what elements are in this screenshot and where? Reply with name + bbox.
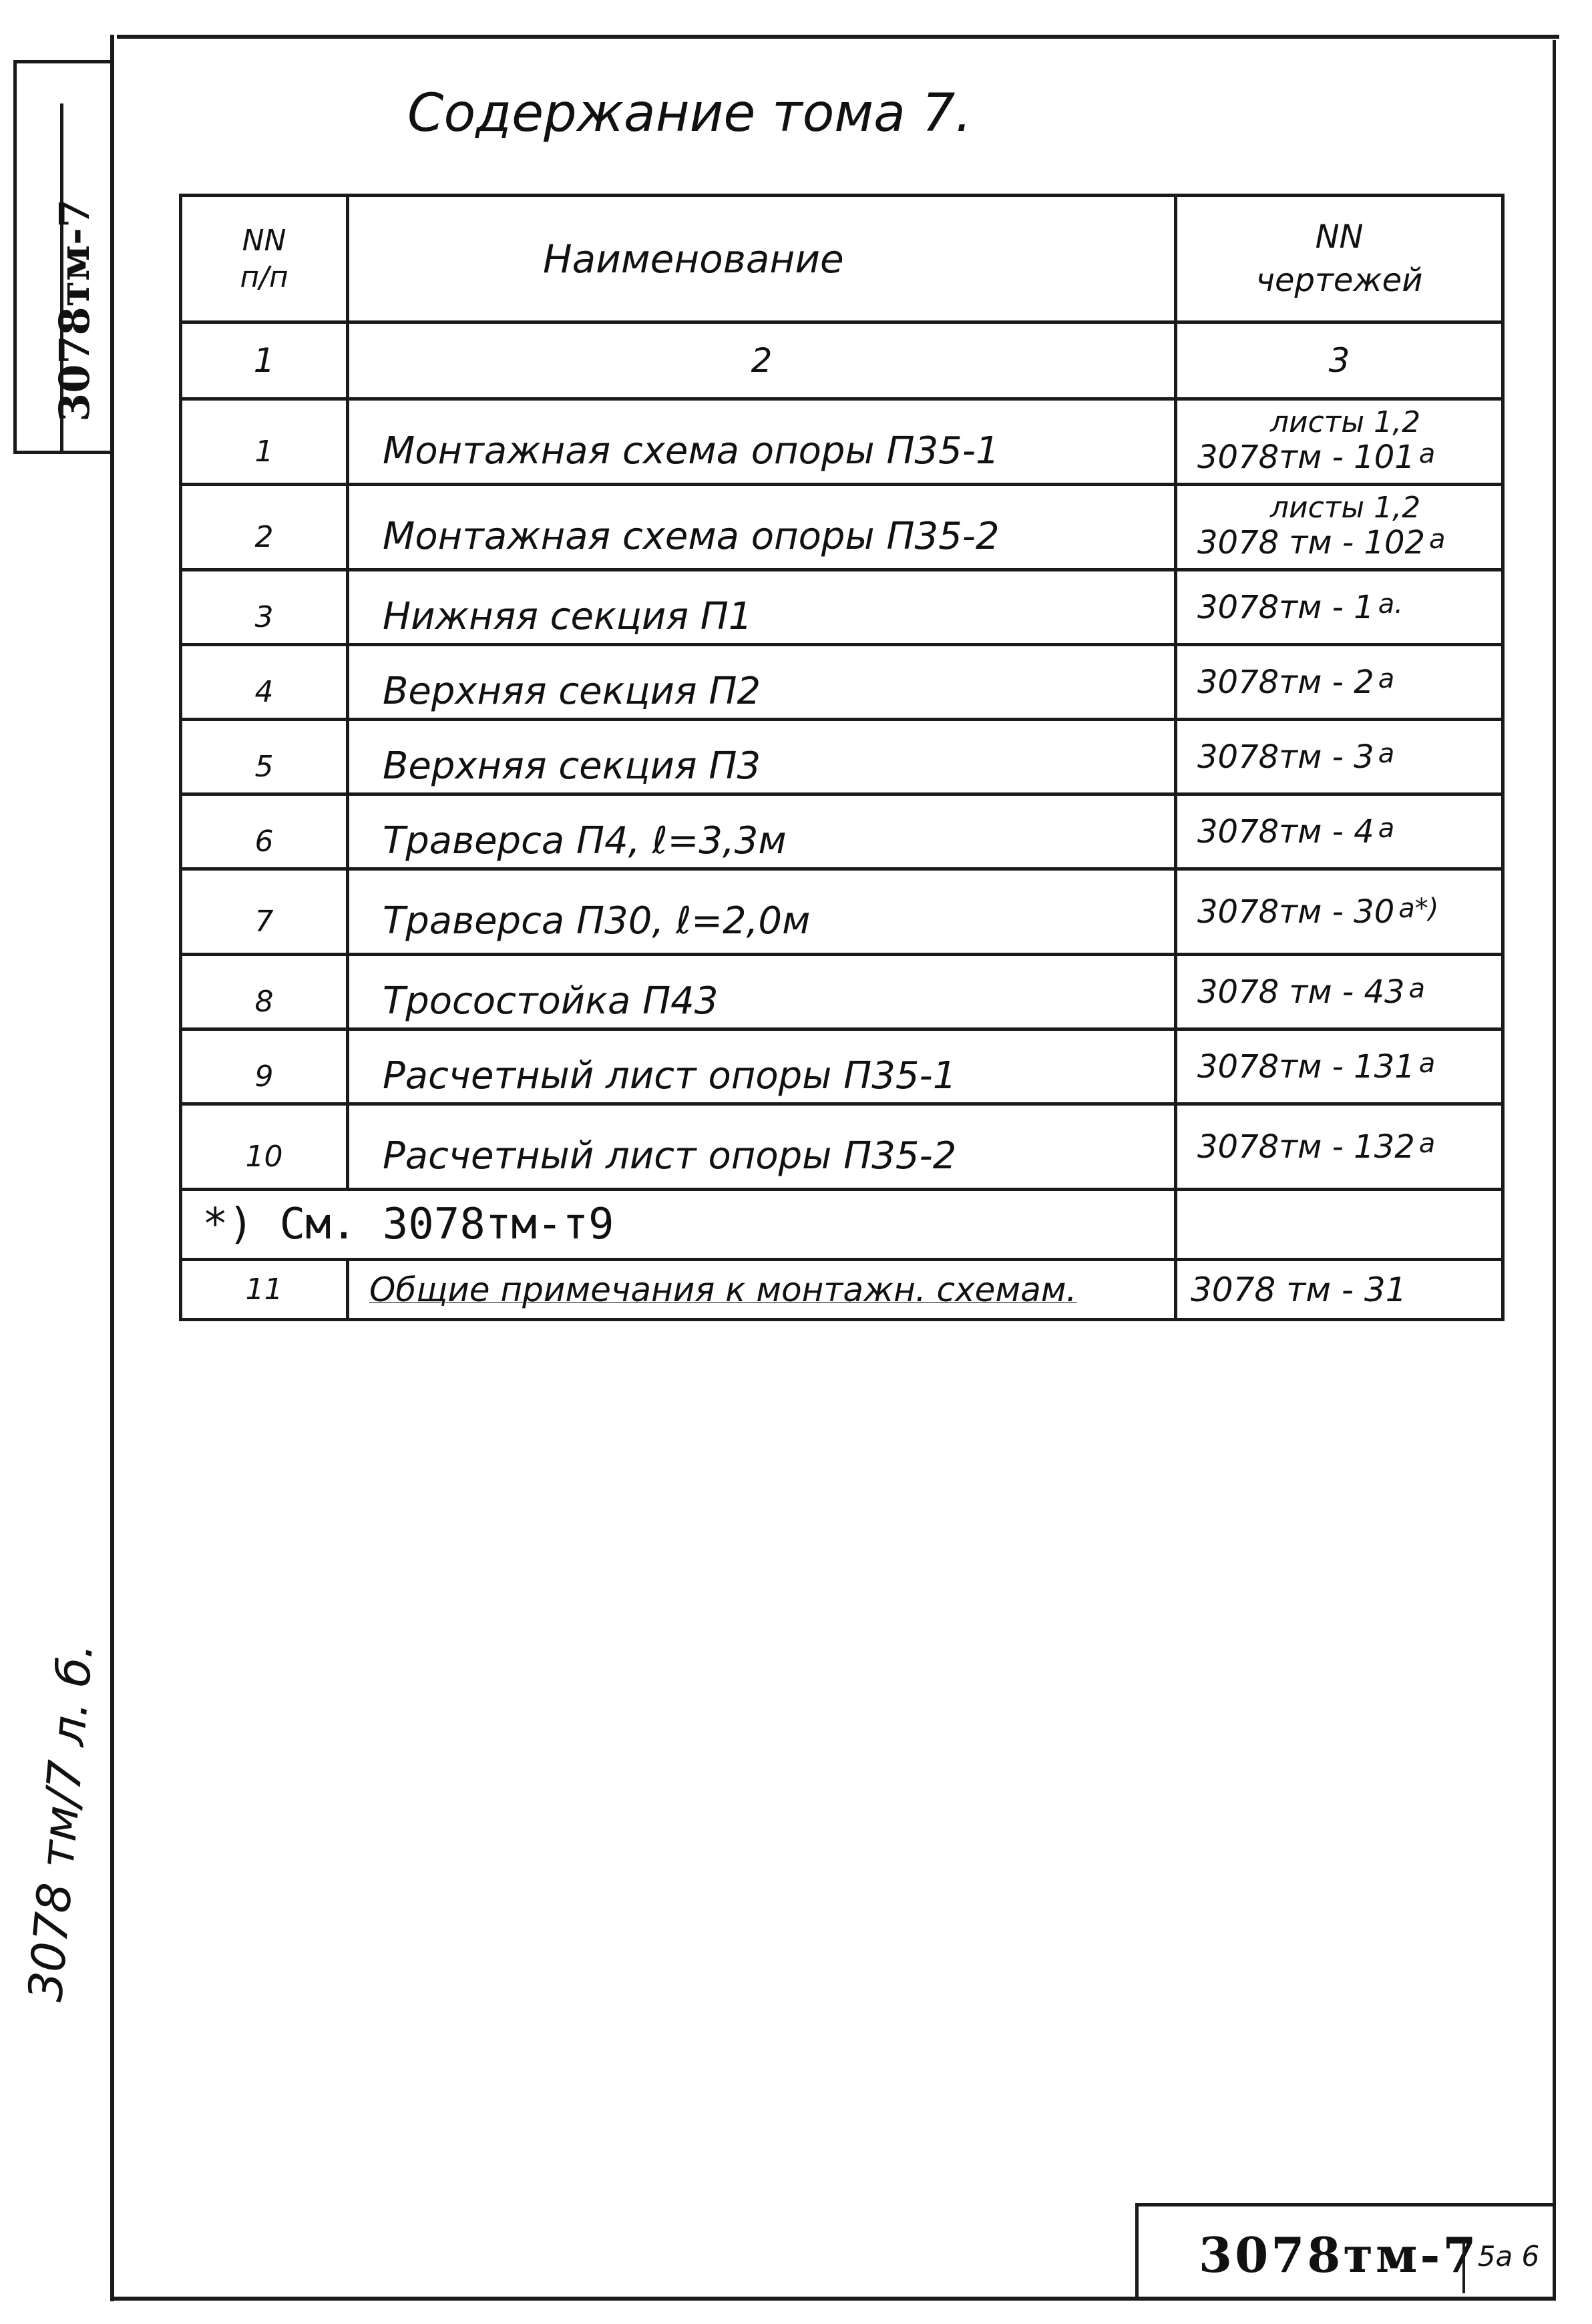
- row-drawing: 3078тм - 4: [1197, 812, 1374, 851]
- row-drawing: 3078 тм - 102: [1197, 523, 1426, 561]
- stamp-code: 3078тм-7: [1199, 2227, 1479, 2283]
- row-drawing-cell: [1176, 399, 1503, 485]
- table-row: [181, 399, 1503, 485]
- row-num: 2: [181, 485, 348, 570]
- footnote: *) См. 3078тм-т9: [181, 1190, 1176, 1260]
- row-num: 11: [181, 1260, 348, 1320]
- row-drawing: 3078тм - 1: [1197, 588, 1374, 626]
- row-drawing-cell: [1176, 485, 1503, 570]
- table-row: [181, 955, 1503, 1029]
- column-index-row: [181, 322, 1503, 399]
- row-drawing-suffix: а: [1418, 1128, 1436, 1159]
- row-drawing-suffix: а: [1429, 523, 1446, 555]
- table-row: [181, 485, 1503, 570]
- header-num: [181, 196, 348, 322]
- row-name: Тросостойка П43: [348, 955, 1176, 1029]
- row-num: 5: [181, 720, 348, 794]
- row-drawing: 3078тм - 131: [1197, 1048, 1415, 1086]
- row-num: 9: [181, 1029, 348, 1104]
- row-drawing: 3078тм - 101: [1197, 438, 1415, 476]
- row-drawing: 3078тм - 30: [1197, 893, 1395, 931]
- title-block-stamp: [1135, 2203, 1556, 2300]
- row-drawing-cell: [1176, 645, 1503, 720]
- contents-table: [179, 194, 1505, 1321]
- table-row: [181, 869, 1503, 955]
- row-drawing-suffix: а: [1418, 438, 1436, 469]
- page-frame-left: [110, 35, 114, 2301]
- row-name: Расчетный лист опоры П35-2: [348, 1104, 1176, 1190]
- row-drawing-suffix: а: [1378, 738, 1395, 769]
- page-frame-top: [117, 35, 1559, 39]
- row-drawing-cell: [1176, 1029, 1503, 1104]
- row-name: Расчетный лист опоры П35-1: [348, 1029, 1176, 1104]
- row-num: 8: [181, 955, 348, 1029]
- row-drawing: 3078 тм - 31: [1176, 1260, 1503, 1320]
- row-name: Общие примечания к монтажн. схемам.: [348, 1260, 1176, 1320]
- row-name: Верхняя секция П3: [348, 720, 1176, 794]
- row-num: 3: [181, 570, 348, 645]
- column-index: 2: [348, 322, 1176, 399]
- row-drawing-cell: [1176, 955, 1503, 1029]
- row-drawing-suffix: а: [1378, 663, 1395, 694]
- row-name: Монтажная схема опоры П35-1: [348, 399, 1176, 485]
- row-drawing-cell: [1176, 720, 1503, 794]
- row-drawing-cell: [1176, 794, 1503, 869]
- stamp-sheet-number: 5а 6: [1462, 2240, 1552, 2293]
- row-num: 10: [181, 1104, 348, 1190]
- row-drawing: 3078тм - 132: [1197, 1128, 1415, 1166]
- row-drawing-cell: [1176, 869, 1503, 955]
- row-name: Траверса П30, ℓ=2,0м: [348, 869, 1176, 955]
- header-num-label: NN п/п: [240, 223, 288, 294]
- table-row: [181, 720, 1503, 794]
- side-stamp-code: 3078тм-7: [50, 199, 99, 422]
- header-name-label: Наименование: [543, 236, 844, 282]
- row-num: 6: [181, 794, 348, 869]
- row-drawing-suffix: а: [1378, 812, 1395, 844]
- table-row: [181, 794, 1503, 869]
- row-drawing: 3078тм - 2: [1197, 663, 1374, 701]
- row-drawing-suffix: а*): [1398, 893, 1439, 924]
- row-sheets: листы 1,2: [1269, 491, 1421, 525]
- row-drawing-suffix: а: [1408, 973, 1426, 1004]
- row-sheets: листы 1,2: [1269, 405, 1421, 440]
- column-index: 1: [181, 322, 348, 399]
- table-row: [181, 1029, 1503, 1104]
- row-name: Траверса П4, ℓ=3,3м: [348, 794, 1176, 869]
- row-name: Монтажная схема опоры П35-2: [348, 485, 1176, 570]
- row-num: 7: [181, 869, 348, 955]
- footnote-row: [181, 1190, 1503, 1260]
- row-drawing-cell: [1176, 570, 1503, 645]
- row-drawing-suffix: а: [1418, 1048, 1436, 1079]
- row-num: 4: [181, 645, 348, 720]
- footnote-empty-cell: [1176, 1190, 1503, 1260]
- table-header-row: [181, 196, 1503, 322]
- header-drawing: [1176, 196, 1503, 322]
- header-drawing-label: NN чертежей: [1255, 218, 1423, 299]
- page-frame-right: [1553, 40, 1556, 2297]
- table-row: [181, 645, 1503, 720]
- table-row: [181, 570, 1503, 645]
- row-name: Нижняя секция П1: [348, 570, 1176, 645]
- row-drawing: 3078 тм - 43: [1197, 973, 1405, 1011]
- side-handwritten-note: 3078 тм/7 л. б.: [17, 1640, 104, 2004]
- header-name: [348, 196, 1176, 322]
- table-row: [181, 1260, 1503, 1320]
- side-binding-stamp: [13, 60, 110, 454]
- column-index: 3: [1176, 322, 1503, 399]
- row-drawing-cell: [1176, 1104, 1503, 1190]
- row-num: 1: [181, 399, 348, 485]
- row-drawing: 3078тм - 3: [1197, 738, 1374, 776]
- row-drawing-suffix: а.: [1378, 588, 1403, 620]
- row-name: Верхняя секция П2: [348, 645, 1176, 720]
- page-title: Содержание тома 7.: [407, 83, 972, 144]
- table-row: [181, 1104, 1503, 1190]
